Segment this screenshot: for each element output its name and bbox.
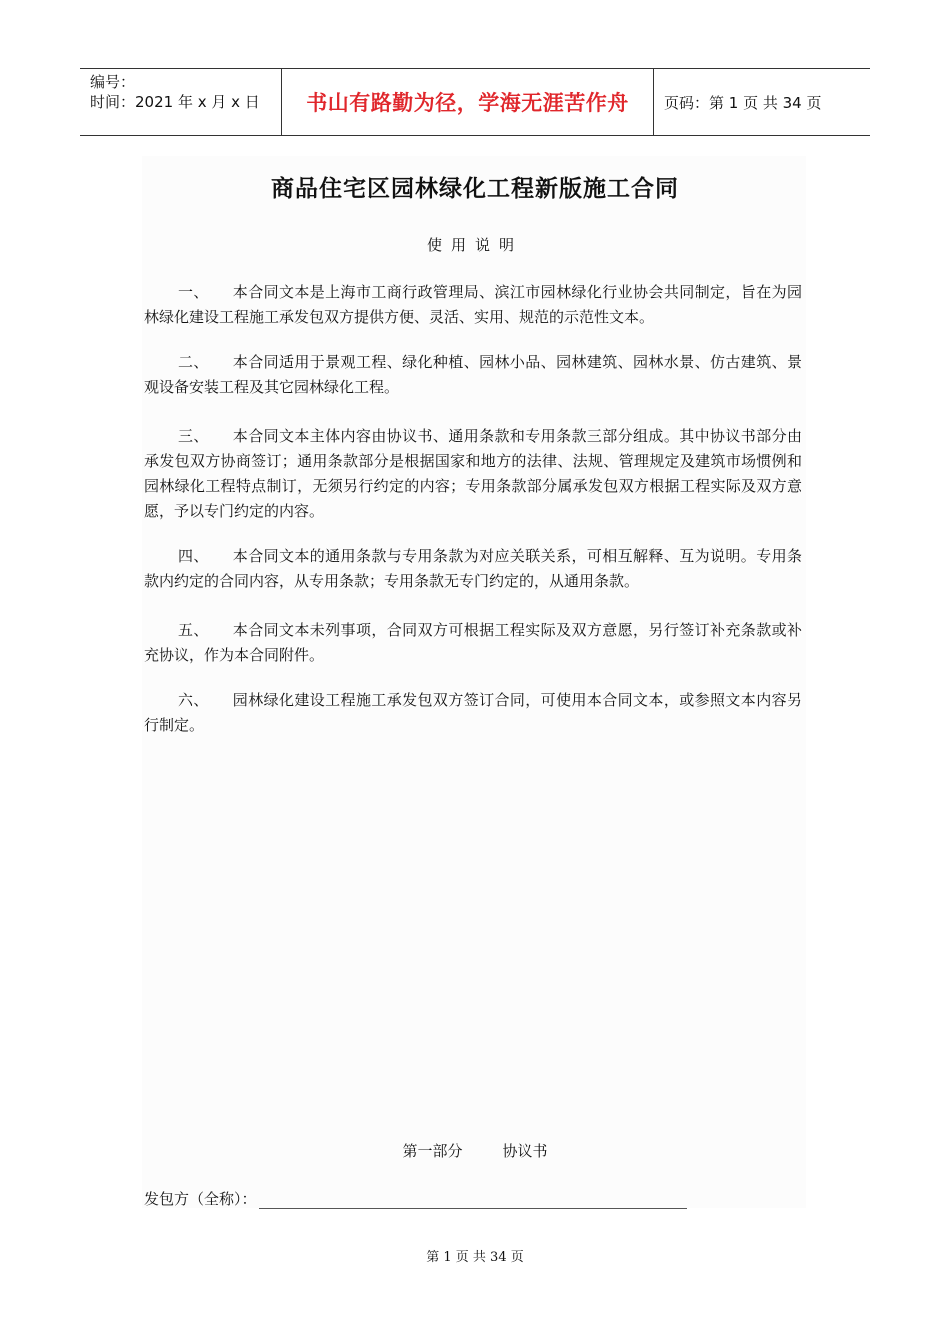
paragraph bbox=[144, 424, 802, 524]
section-heading bbox=[0, 1140, 950, 1161]
paragraph bbox=[144, 350, 802, 400]
header-slogan-cell bbox=[282, 69, 654, 135]
party-fill-line[interactable] bbox=[259, 1192, 687, 1209]
party-label: 发包方（全称）： bbox=[144, 1190, 257, 1208]
section-part: 第一部分 bbox=[402, 1142, 463, 1160]
paragraph-number: 五、 bbox=[178, 621, 209, 639]
page-footer: 第 1 页 共 34 页 bbox=[426, 1250, 524, 1265]
paragraph-text: 本合同文本是上海市工商行政管理局、滨江市园林绿化行业协会共同制定，旨在为园林绿化建设工程施工承发包双方提供方便、灵活、实用、规范的示范性文本。 bbox=[144, 283, 802, 326]
section-name: 协议书 bbox=[502, 1142, 548, 1160]
document-title: 商品住宅区园林绿化工程新版施工合同 bbox=[271, 176, 679, 202]
paragraph-number: 四、 bbox=[178, 547, 209, 565]
time-label: 时间：2021 年 x 月 x 日 bbox=[90, 93, 260, 111]
paragraph-number: 六、 bbox=[178, 691, 209, 709]
paragraph-number: 三、 bbox=[178, 427, 209, 445]
slogan: 书山有路勤为径，学海无涯苦作舟 bbox=[306, 91, 629, 115]
paragraph-text: 本合同文本未列事项，合同双方可根据工程实际及双方意愿，另行签订补充条款或补充协议，作为本合同附件。 bbox=[144, 621, 802, 664]
paragraph-text: 本合同文本的通用条款与专用条款为对应关联关系，可相互解释、互为说明。专用条款内约定的合同内容，从专用条款；专用条款无专门约定的，从通用条款。 bbox=[144, 547, 802, 590]
paragraph-text: 园林绿化建设工程施工承发包双方签订合同，可使用本合同文本，或参照文本内容另行制定。 bbox=[144, 691, 802, 734]
page-info: 页码：第 1 页 共 34 页 bbox=[664, 93, 822, 112]
document-subtitle: 使用说明 bbox=[426, 236, 523, 254]
paragraph bbox=[144, 688, 802, 738]
page-header bbox=[80, 68, 870, 136]
paragraph bbox=[144, 280, 802, 330]
paragraph-number: 二、 bbox=[178, 353, 209, 371]
paragraph-text: 本合同适用于景观工程、绿化种植、园林小品、园林建筑、园林水景、仿古建筑、景观设备安装工程及其它园林绿化工程。 bbox=[144, 353, 802, 396]
header-meta bbox=[80, 69, 282, 135]
paragraph-number: 一、 bbox=[178, 283, 209, 301]
party-field bbox=[144, 1188, 687, 1209]
paragraph-text: 本合同文本主体内容由协议书、通用条款和专用条款三部分组成。其中协议书部分由承发包双方协商签订；通用条款部分是根据国家和地方的法律、法规、管理规定及建筑市场惯例和园林绿化工程特点制订，无须另行约定的内容；专用条款部分属承发包双方根据工程实际及双方意愿，予以专门约定的内容。 bbox=[144, 427, 802, 520]
paragraph bbox=[144, 544, 802, 594]
paragraph bbox=[144, 618, 802, 668]
code-label: 编号： bbox=[90, 73, 136, 91]
